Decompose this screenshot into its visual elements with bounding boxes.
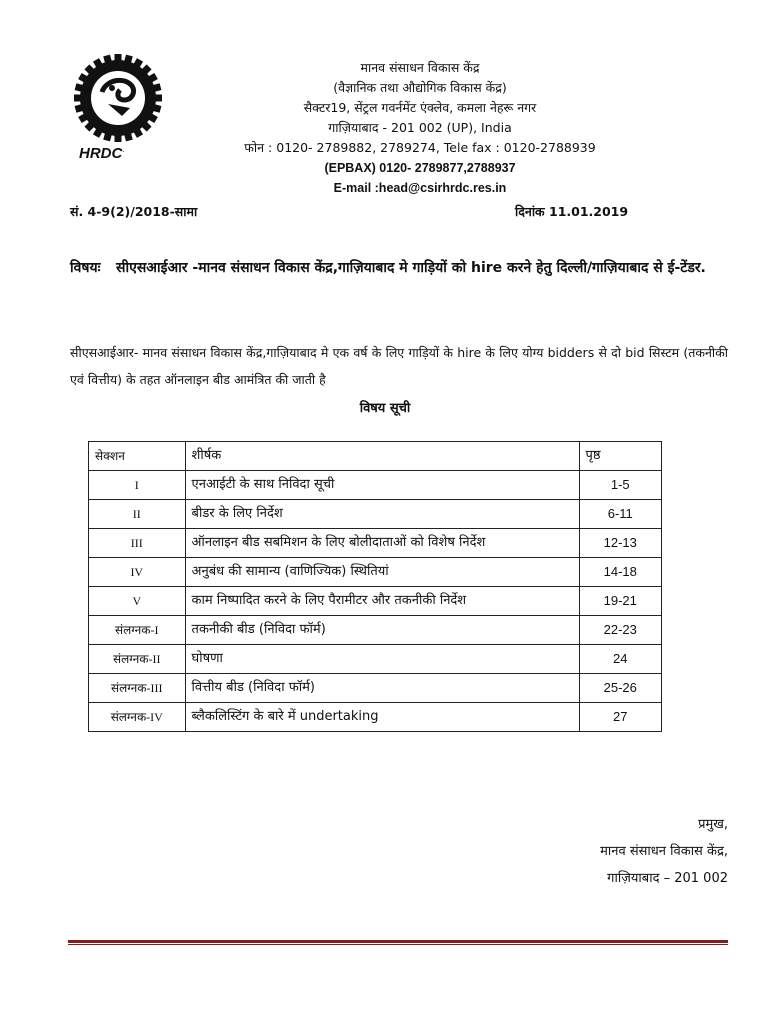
toc-section: II	[89, 500, 186, 529]
address-line-5: फोन : 0120- 2789882, 2789274, Tele fax : 0120-2788939	[244, 140, 596, 155]
toc-section: संलग्नक-IV	[89, 703, 186, 732]
toc-table	[88, 441, 662, 732]
toc-header-row	[89, 442, 662, 471]
signature-block	[600, 811, 728, 892]
address-block	[220, 58, 620, 198]
logo-ring-text: CSIR	[109, 117, 127, 124]
toc-row	[89, 703, 662, 732]
toc-section: III	[89, 529, 186, 558]
toc-section: संलग्नक-II	[89, 645, 186, 674]
col-section: सेक्शन	[89, 442, 186, 471]
toc-pages: 19-21	[579, 587, 662, 616]
subject-label: विषयः	[70, 260, 101, 276]
hrdc-text: HRDC	[79, 145, 123, 162]
signature-designation: प्रमुख,	[698, 817, 728, 832]
reference-number: सं. 4-9(2)/2018-सामा	[70, 204, 198, 219]
toc-title: ऑनलाइन बीड सबमिशन के लिए बोलीदाताओं को विशेष निर्देश	[185, 529, 579, 558]
toc-title: अनुबंध की सामान्य (वाणिज्यिक) स्थितियां	[185, 558, 579, 587]
footer-rule	[68, 940, 728, 943]
toc-title: एनआईटी के साथ निविदा सूची	[185, 471, 579, 500]
footer-rule-thin	[68, 944, 728, 945]
toc-row	[89, 558, 662, 587]
toc-pages: 12-13	[579, 529, 662, 558]
subject-block	[70, 256, 726, 281]
col-title: शीर्षक	[185, 442, 579, 471]
address-line-1: मानव संसाधन विकास केंद्र	[360, 60, 480, 75]
signature-organisation: मानव संसाधन विकास केंद्र,	[600, 844, 728, 859]
toc-title: वित्तीय बीड (निविदा फॉर्म)	[185, 674, 579, 703]
toc-title: ब्लैकलिस्टिंग के बारे में undertaking	[185, 703, 579, 732]
toc-row	[89, 616, 662, 645]
toc-title: बीडर के लिए निर्देश	[185, 500, 579, 529]
toc-row	[89, 500, 662, 529]
epbax-line: (EPBAX) 0120- 2789877,2788937	[324, 161, 516, 175]
toc-heading: विषय सूची	[359, 401, 411, 416]
toc-title: घोषणा	[185, 645, 579, 674]
toc-section: I	[89, 471, 186, 500]
toc-row	[89, 471, 662, 500]
address-line-4: गाज़ियाबाद - 201 002 (UP), India	[328, 120, 512, 135]
toc-section: IV	[89, 558, 186, 587]
toc-pages: 27	[579, 703, 662, 732]
toc-row	[89, 645, 662, 674]
toc-pages: 25-26	[579, 674, 662, 703]
address-line-3: सैक्टर19, सेंट्रल गवर्नमेंट एंक्लेव, कमला नेहरू नगर	[303, 100, 537, 115]
signature-place: गाज़ियाबाद – 201 002	[607, 871, 728, 886]
intro-paragraph: सीएसआईआर- मानव संसाधन विकास केंद्र,गाज़ियाबाद मे एक वर्ष के लिए गाड़ियों के hire के लिए योग्य bidders से दो bid सिस्टम (तकनीकी एवं वित्तीय) के तहत ऑनलाइन बीड आमंत्रित की जाती है	[70, 345, 728, 387]
toc-row	[89, 587, 662, 616]
csir-logo	[72, 52, 164, 144]
toc-title: तकनीकी बीड (निविदा फॉर्म)	[185, 616, 579, 645]
toc-pages: 22-23	[579, 616, 662, 645]
address-line-2: (वैज्ञानिक तथा औद्योगिक विकास केंद्र)	[333, 80, 507, 95]
toc-pages: 24	[579, 645, 662, 674]
email-line: E-mail :head@csirhrdc.res.in	[333, 181, 507, 195]
col-pages: पृष्ठ	[579, 442, 662, 471]
toc-pages: 6-11	[579, 500, 662, 529]
hrdc-logo-label: HRDC.	[79, 145, 125, 162]
toc-section: V	[89, 587, 186, 616]
toc-pages: 1-5	[579, 471, 662, 500]
toc-section: संलग्नक-I	[89, 616, 186, 645]
toc-row	[89, 529, 662, 558]
toc-row	[89, 674, 662, 703]
toc-section: संलग्नक-III	[89, 674, 186, 703]
toc-pages: 14-18	[579, 558, 662, 587]
subject-text: सीएसआईआर -मानव संसाधन विकास केंद्र,गाज़ियाबाद मे गाड़ियों को hire करने हेतु दिल्ली/गाज़ियाबाद से ई-टेंडर.	[116, 260, 706, 276]
letter-date: दिनांक 11.01.2019	[515, 204, 629, 219]
toc-title: काम निष्पादित करने के लिए पैरामीटर और तकनीकी निर्देश	[185, 587, 579, 616]
